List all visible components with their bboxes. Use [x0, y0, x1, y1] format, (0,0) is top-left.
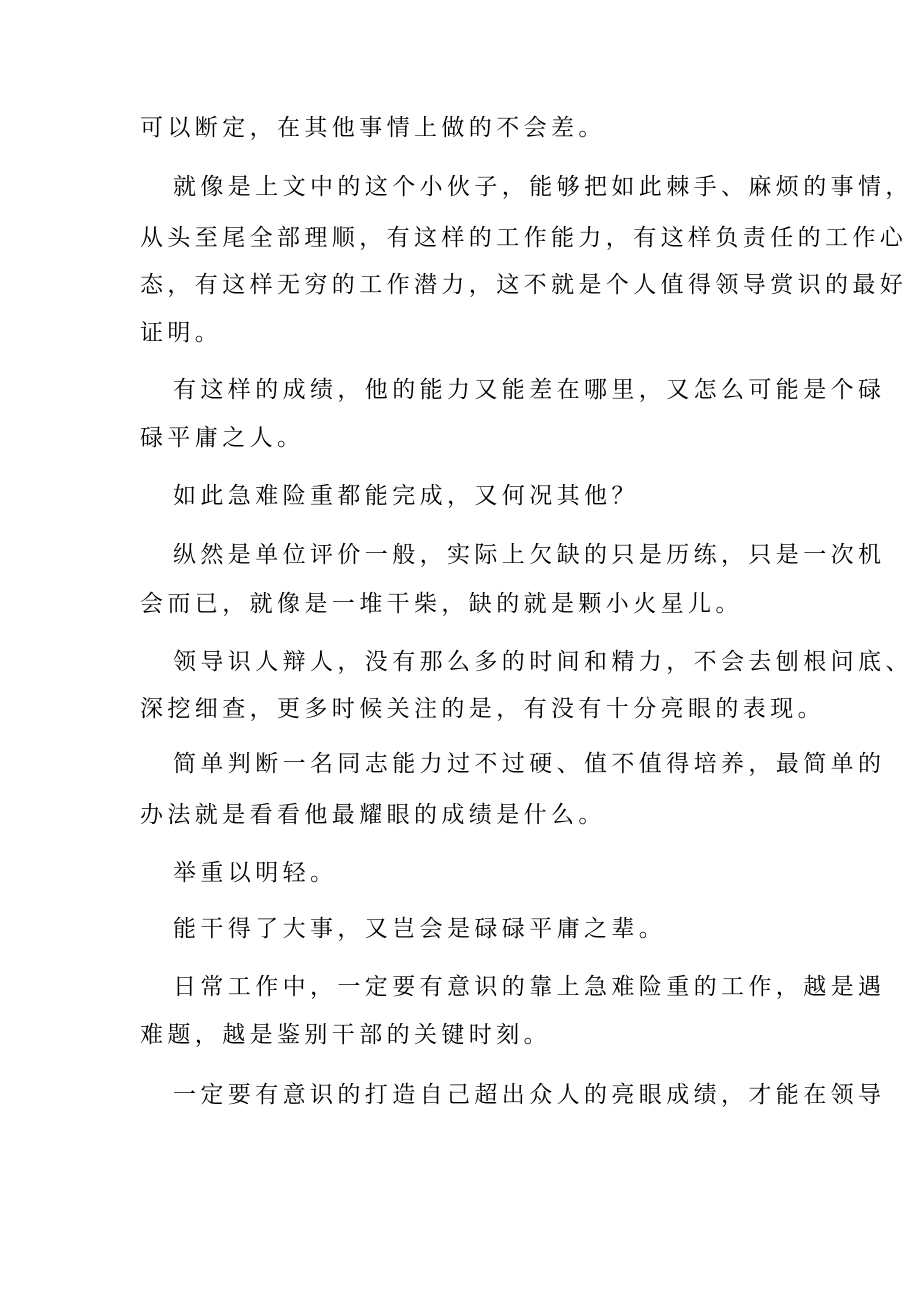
paragraph-4-line-0: 纵然是单位评价一般，实际上欠缺的只是历练，只是一次机: [173, 542, 886, 568]
paragraph-6-line-1: 办法就是看看他最耀眼的成绩是什么。: [140, 802, 606, 828]
paragraph-1-line-3: 证明。: [140, 320, 223, 346]
paragraph-5-line-1: 深挖细查，更多时候关注的是，有没有十分亮眼的表现。: [140, 696, 825, 722]
paragraph-10-line-0: 一定要有意识的打造自己超出众人的亮眼成绩，才能在领导: [173, 1082, 886, 1108]
paragraph-3-line-0: 如此急难险重都能完成，又何况其他？: [173, 483, 639, 509]
paragraph-9-line-1: 难题，越是鉴别干部的关键时刻。: [140, 1022, 551, 1048]
paragraph-2-line-1: 碌平庸之人。: [140, 425, 305, 451]
paragraph-7-line-0: 举重以明轻。: [173, 860, 338, 886]
paragraph-1-line-0: 就像是上文中的这个小伙子，能够把如此棘手、麻烦的事情，: [173, 174, 913, 200]
paragraph-6-line-0: 简单判断一名同志能力过不过硬、值不值得培养，最简单的: [173, 751, 886, 777]
paragraph-0-line-0: 可以断定，在其他事情上做的不会差。: [140, 115, 606, 141]
paragraph-1-line-2: 态，有这样无穷的工作潜力，这不就是个人值得领导赏识的最好: [140, 272, 908, 298]
paragraph-5-line-0: 领导识人辩人，没有那么多的时间和精力，不会去刨根问底、: [173, 649, 913, 675]
paragraph-1-line-1: 从头至尾全部理顺，有这样的工作能力，有这样负责任的工作心: [140, 225, 908, 251]
paragraph-4-line-1: 会而已，就像是一堆干柴，缺的就是颗小火星儿。: [140, 591, 743, 617]
paragraph-2-line-0: 有这样的成绩，他的能力又能差在哪里，又怎么可能是个碌: [173, 377, 886, 403]
paragraph-8-line-0: 能干得了大事，又岂会是碌碌平庸之辈。: [173, 916, 667, 942]
paragraph-9-line-0: 日常工作中，一定要有意识的靠上急难险重的工作，越是遇: [173, 974, 886, 1000]
